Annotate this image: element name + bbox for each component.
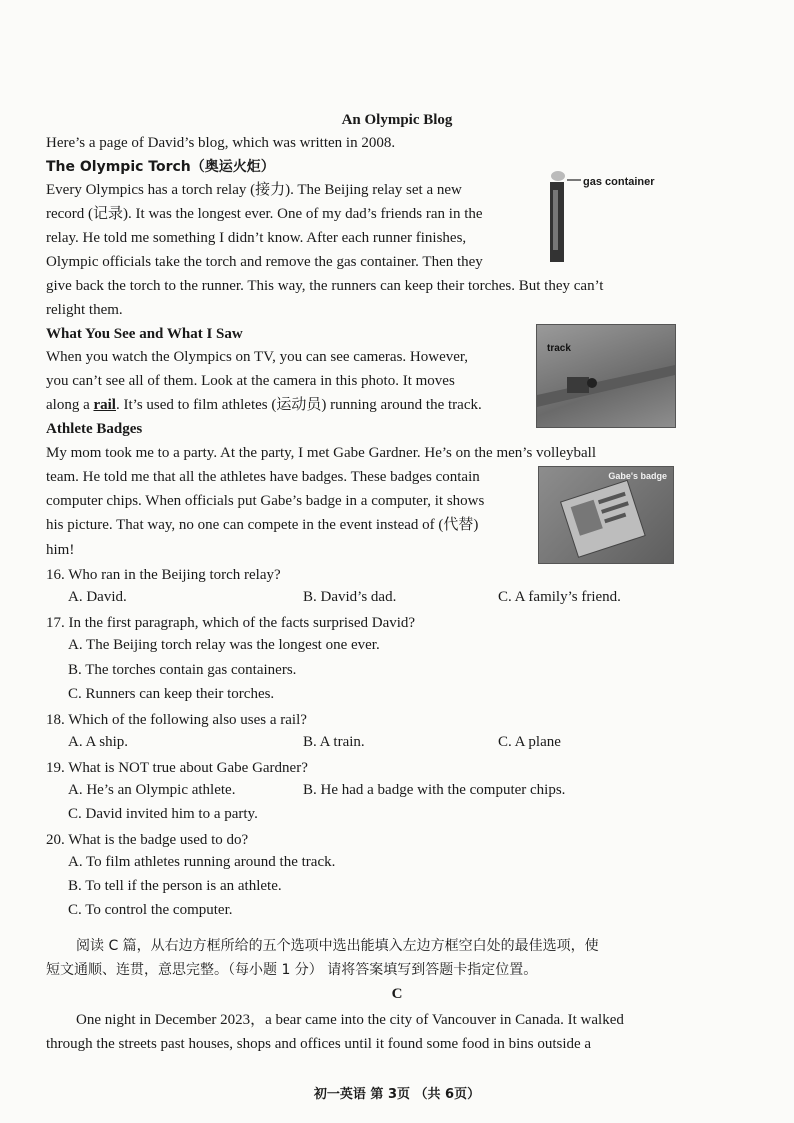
torch-line-5: give back the torch to the runner. This way, the runners can keep their torches. But they can’t xyxy=(46,278,604,294)
instruction-line-2: 短文通顺、连贯，意思完整。（每小题 1 分） 请将答案填写到答题卡指定位置。 xyxy=(46,962,538,978)
question-18: 18. Which of the following also uses a rail? xyxy=(46,712,307,728)
track-label: track xyxy=(547,343,571,354)
camera-line-1: When you watch the Olympics on TV, you can see cameras. However, xyxy=(46,349,469,365)
camera-line-3-pre: along a xyxy=(46,397,94,413)
badge-line-5: him! xyxy=(46,542,75,558)
blog-title: An Olympic Blog xyxy=(341,112,453,128)
q16-option-c[interactable]: C. A family’s friend. xyxy=(498,589,621,605)
question-19: 19. What is NOT true about Gabe Gardner? xyxy=(46,760,308,776)
camera-line-3 xyxy=(46,395,482,415)
q16-option-a[interactable]: A. David. xyxy=(68,589,127,605)
question-17: 17. In the first paragraph, which of the facts surprised David? xyxy=(46,615,416,631)
badge-line-1: My mom took me to a party. At the party, I met Gabe Gardner. He’s on the men’s volleyball xyxy=(46,445,597,461)
q18-option-a[interactable]: A. A ship. xyxy=(68,734,129,750)
camera-line-3-post: . It’s used to film athletes (运动员) running around the track. xyxy=(115,397,482,413)
passage-c-label: C xyxy=(391,986,403,1002)
badge-label: Gabe's badge xyxy=(608,471,667,481)
q17-option-b[interactable]: B. The torches contain gas containers. xyxy=(68,662,297,678)
torch-line-3: relay. He told me something I didn’t know. After each runner finishes, xyxy=(46,230,467,246)
track-photo xyxy=(536,324,676,428)
torch-image xyxy=(545,166,670,266)
q19-option-c[interactable]: C. David invited him to a party. xyxy=(68,806,258,822)
q18-option-b[interactable]: B. A train. xyxy=(303,734,365,750)
section-heading-badges: Athlete Badges xyxy=(46,421,143,437)
badge-line-2: team. He told me that all the athletes have badges. These badges contain xyxy=(46,469,480,485)
torch-line-6: relight them. xyxy=(46,302,123,318)
question-16: 16. Who ran in the Beijing torch relay? xyxy=(46,567,281,583)
gas-container-label: gas container xyxy=(583,176,655,188)
section-heading-torch: The Olympic Torch（奥运火炬） xyxy=(46,159,275,175)
q19-option-a[interactable]: A. He’s an Olympic athlete. xyxy=(68,782,236,798)
torch-line-4: Olympic officials take the torch and remove the gas container. Then they xyxy=(46,254,483,270)
q20-option-a[interactable]: A. To film athletes running around the track. xyxy=(68,854,336,870)
badge-line-4: his picture. That way, no one can compete in the event instead of (代替) xyxy=(46,517,479,533)
section-heading-cameras: What You See and What I Saw xyxy=(46,326,243,342)
q18-option-c[interactable]: C. A plane xyxy=(498,734,561,750)
q17-option-c[interactable]: C. Runners can keep their torches. xyxy=(68,686,275,702)
q20-option-c[interactable]: C. To control the computer. xyxy=(68,902,233,918)
instruction-line-1: 阅读 C 篇，从右边方框所给的五个选项中选出能填入左边方框空白处的最佳选项，使 xyxy=(76,938,599,954)
camera-line-2: you can’t see all of them. Look at the camera in this photo. It moves xyxy=(46,373,455,389)
question-20: 20. What is the badge used to do? xyxy=(46,832,249,848)
badge-line-3: computer chips. When officials put Gabe’s badge in a computer, it shows xyxy=(46,493,485,509)
badge-icon xyxy=(539,467,673,563)
blog-intro: Here’s a page of David’s blog, which was written in 2008. xyxy=(46,135,396,151)
q16-option-b[interactable]: B. David’s dad. xyxy=(303,589,397,605)
page-footer: 初一英语 第 3页 （共 6页） xyxy=(313,1087,481,1102)
camera-rail-icon xyxy=(537,325,675,427)
torch-line-2: record (记录). It was the longest ever. One of my dad’s friends ran in the xyxy=(46,206,483,222)
passage-c-line-1: One night in December 2023，a bear came into the city of Vancouver in Canada. It walked xyxy=(76,1012,624,1028)
badge-photo xyxy=(538,466,674,564)
q19-option-b[interactable]: B. He had a badge with the computer chips. xyxy=(303,782,566,798)
q17-option-a[interactable]: A. The Beijing torch relay was the longest one ever. xyxy=(68,637,380,653)
torch-line-1: Every Olympics has a torch relay (接力). The Beijing relay set a new xyxy=(46,182,462,198)
rail-word: rail xyxy=(93,397,116,413)
q20-option-b[interactable]: B. To tell if the person is an athlete. xyxy=(68,878,282,894)
passage-c-line-2: through the streets past houses, shops and offices until it found some food in bins outside a xyxy=(46,1036,592,1052)
